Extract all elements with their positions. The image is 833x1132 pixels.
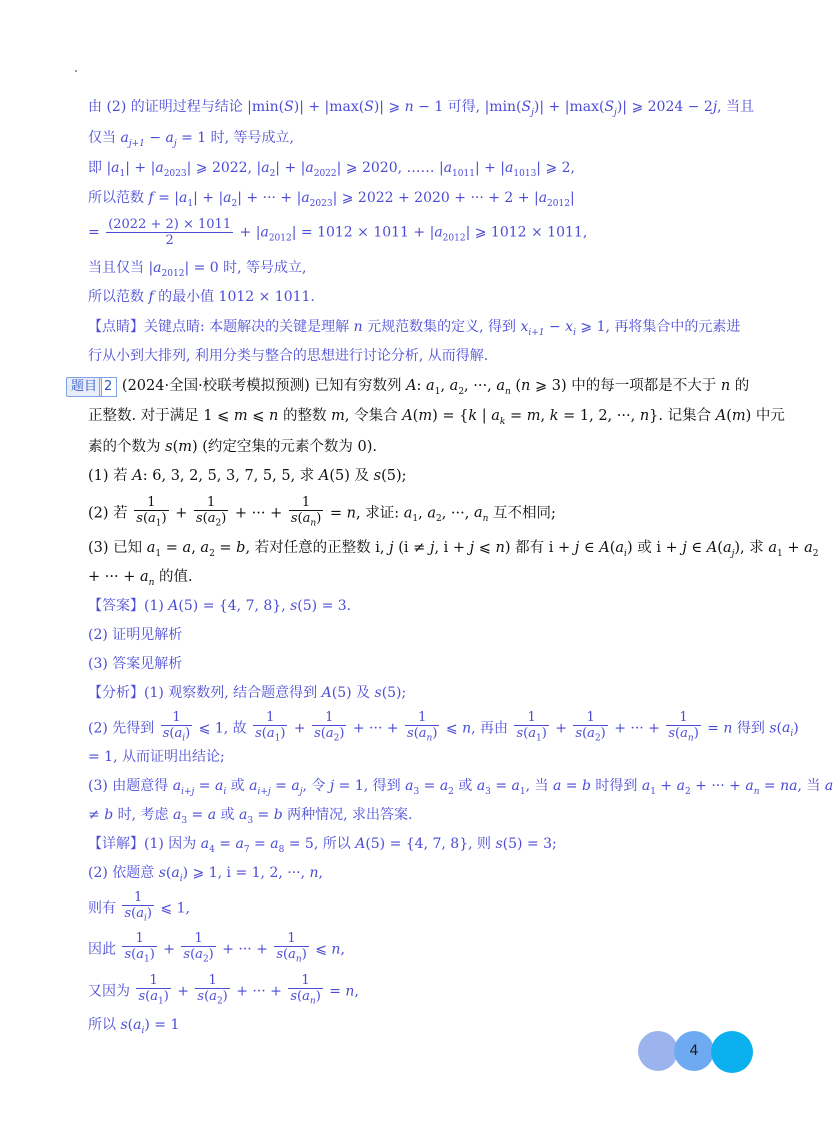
text-line-7: 所以范数 f 的最小值 1012 × 1011. <box>88 289 315 305</box>
text-line-14: (2) 若 $\frac{1}{s(a_1)}$ + $\frac{1}{s(a_2)}$ + ··· + $\frac{1}{s(a_n)}$ = n, 求证: $a_1$, $a_2$, ···, $a_n$ 互不相同; <box>88 495 556 529</box>
text-line-21: (2) 先得到 $\frac{1}{s(a_i)}$ ⩽ 1, 故 $\frac{1}{s(a_1)}$ + $\frac{1}{s(a_2)}$ + ··· + $\frac{1}{s(a_n)}$ ⩽ n, 再由 $\frac{1}{s(a_1)}$ + $\frac{1}{s(a_2)}$ + ··· + $\frac{1}{s(a_n)}$ = n 得到 $s(a_i)$ <box>88 710 799 744</box>
problem-number: 2 <box>99 377 117 397</box>
page-number: 4 <box>689 1043 699 1059</box>
text-line-27: 则有 $\frac{1}{s(a_i)}$ ⩽ 1, <box>88 890 190 924</box>
page-badge-circle-right <box>711 1031 753 1073</box>
text-line-20: 【分析】(1) 观察数列, 结合题意得到 A(5) 及 s(5); <box>88 685 407 701</box>
text-line-19: (3) 答案见解析 <box>88 656 183 672</box>
text-line-2: 仅当 $a_{j+1} - a_j = 1$ 时, 等号成立, <box>88 130 295 149</box>
text-line-16: + ··· + $a_n$ 的值. <box>88 569 193 588</box>
text-line-17: 【答案】(1) A(5) = {4, 7, 8}, s(5) = 3. <box>88 598 352 614</box>
text-line-26: (2) 依题意 $s(a_i)$ ⩾ 1, i = 1, 2, ···, n, <box>88 865 323 884</box>
problem-tag: 题目 <box>66 377 102 397</box>
problem-header-line: 题目 2 (2024·全国·校联考模拟预测) 已知有穷数列 A: $a_1$, $a_2$, ···, $a_n$ (n ⩾ 3) 中的每一项都是不大于 n 的 <box>66 376 749 402</box>
text-line-13: (1) 若 A: 6, 3, 2, 5, 3, 7, 5, 5, 求 A(5) 及 s(5); <box>88 468 407 484</box>
text-line-15: (3) 已知 $a_1 = a$, $a_2 = b$, 若对任意的正整数 i, j (i ≠ j, i + j ⩽ n) 都有 i + j ∈ $A(a_i)$ 或 i + j ∈ $A(a_j)$, 求 $a_1 + a_2$ <box>88 540 819 559</box>
text-line-29: 又因为 $\frac{1}{s(a_1)}$ + $\frac{1}{s(a_2)}$ + ··· + $\frac{1}{s(a_n)}$ = n, <box>88 973 359 1007</box>
text-line-24: ≠ b 时, 考虑 $a_3 = a$ 或 $a_3 = b$ 两种情况, 求出答案. <box>88 807 413 826</box>
text-line-3: 即 $|a_1| + |a_{2023}|$ ⩾ 2022, $|a_2| + |a_{2022}|$ ⩾ 2020, …… $|a_{1011}| + |a_{1013}|$ ⩾ 2, <box>88 160 576 179</box>
text-line-12: 素的个数为 s(m) (约定空集的元素个数为 0). <box>88 439 378 455</box>
text-line-25: 【详解】(1) 因为 $a_4 = a_7 = a_8 = 5$, 所以 A(5) = {4, 7, 8}, 则 s(5) = 3; <box>88 836 557 855</box>
text-line-9: 行从小到大排列, 利用分类与整合的思想进行讨论分析, 从而得解. <box>88 348 489 364</box>
corner-mark <box>75 70 77 72</box>
text-line-28: 因此 $\frac{1}{s(a_1)}$ + $\frac{1}{s(a_2)}$ + ··· + $\frac{1}{s(a_n)}$ ⩽ n, <box>88 931 345 965</box>
text-line-5: = $\frac{(2022 + 2) \times 1011}{2}$ + $|a_{2012}| = 1012 \times 1011 + |a_{2012}|$ ⩾ 1012 × 1011, <box>88 217 588 248</box>
text-line-6: 当且仅当 $|a_{2012}| = 0$ 时, 等号成立, <box>88 260 307 279</box>
page-badge-circle-left <box>638 1031 678 1071</box>
text-line-18: (2) 证明见解析 <box>88 627 183 643</box>
text-line-4: 所以范数 $f = |a_1| + |a_2|$ + ··· + $|a_{2023}|$ ⩾ 2022 + 2020 + ··· + $2 + |a_{2012}|$ <box>88 190 575 209</box>
text-line-8: 【点睛】关键点睛: 本题解决的关键是理解 n 元规范数集的定义, 得到 $x_{i+1} - x_i$ ⩾ 1, 再将集合中的元素进 <box>88 319 741 338</box>
text-line-1: 由 (2) 的证明过程与结论 |min(S)| + |max(S)| ⩾ n − 1 可得, $|\min(S_j)| + |\max(S_j)|$ ⩾ 2024 − 2j, 当且 <box>88 99 755 118</box>
text-line-11: 正整数. 对于满足 1 ⩽ m ⩽ n 的整数 m, 令集合 A(m) = {k | $a_k = m$, k = 1, 2, ···, n}. 记集合 A(m) 中元 <box>88 408 785 427</box>
text-line-23: (3) 由题意得 $a_{i+j} = a_i$ 或 $a_{i+j} = a_j$, 令 j = 1, 得到 $a_3 = a_2$ 或 $a_3 = a_1$, 当 a = b 时得到 $a_1 + a_2$ + ··· + $a_n$ = na, 当 a <box>88 778 833 797</box>
text-line-22: = 1, 从而证明出结论; <box>88 749 225 765</box>
text-line-30: 所以 $s(a_i) = 1$ <box>88 1017 180 1036</box>
